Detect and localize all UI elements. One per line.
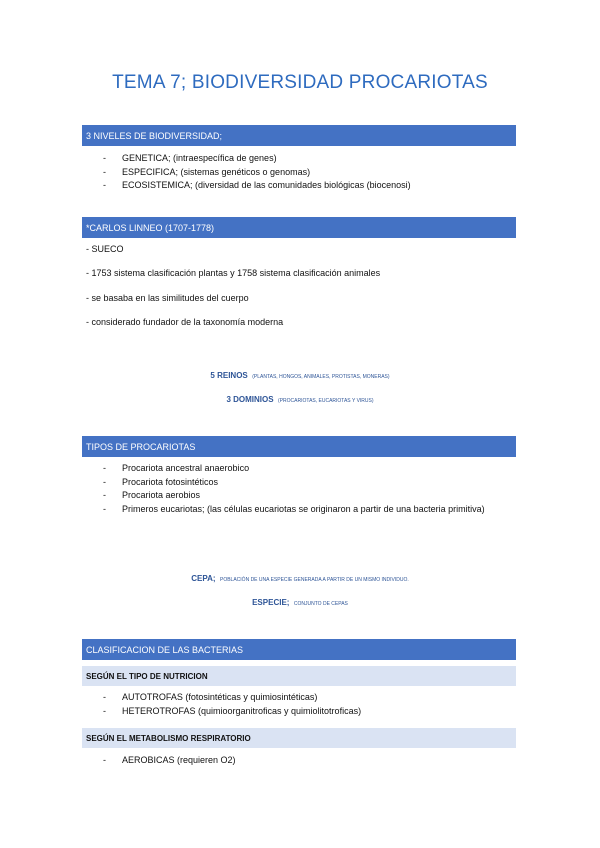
metabolismo-list <box>82 754 514 768</box>
list-item: - Procariota fotosintéticos <box>103 476 219 487</box>
dominios-label: 3 DOMINIOS <box>226 395 274 404</box>
list-item: - GENETICA; (intraespecífica de genes) <box>103 153 277 163</box>
text-line: - se basaba en las similitudes del cuerpo <box>86 293 249 303</box>
section-header-label: *CARLOS LINNEO (1707-1778) <box>86 222 215 233</box>
section-header-clasificacion <box>82 639 516 660</box>
nutricion-list <box>82 691 514 718</box>
section-header-label: 3 NIVELES DE BIODIVERSIDAD; <box>86 130 223 141</box>
section-header-tipos <box>82 436 516 457</box>
subsection-header-label: SEGÚN EL METABOLISMO RESPIRATORIO <box>86 733 251 743</box>
reinos-line <box>0 365 600 383</box>
list-item: - ESPECIFICA; (sistemas genéticos o genomas) <box>103 166 311 177</box>
dominios-line <box>0 389 600 407</box>
section-header-linneo <box>82 217 516 238</box>
section-header-biodiversidad <box>82 125 516 146</box>
procariota-types-list <box>82 462 514 516</box>
reinos-label: 5 REINOS <box>210 371 248 380</box>
cepa-detail: POBLACIÓN DE UNA ESPECIE GENERADA A PARTIR DE UN MISMO INDIVIDUO. <box>220 577 409 583</box>
list-item: - ECOSISTEMICA; (diversidad de las comunidades biológicas (biocenosi) <box>103 180 411 190</box>
list-item: - Procariota aerobios <box>103 490 201 500</box>
biodiversity-levels-list <box>82 152 514 193</box>
list-item: - Primeros eucariotas; (las células eucariotas se originaron a partir de una bacteria primitiva) <box>103 503 485 514</box>
subsection-header-label: SEGÚN EL TIPO DE NUTRICION <box>86 671 208 681</box>
reinos-detail: (PLANTAS, HONGOS, ANIMALES, PROTISTAS, MONERAS) <box>252 374 390 380</box>
list-item: - AUTOTROFAS (fotosintéticas y quimiosintéticas) <box>103 692 318 702</box>
section-header-label: CLASIFICACION DE LAS BACTERIAS <box>86 644 244 655</box>
especie-detail: CONJUNTO DE CEPAS <box>293 601 348 607</box>
list-item: - HETEROTROFAS (quimioorganitroficas y quimiolitotroficas) <box>103 705 362 716</box>
cepa-label: CEPA; <box>191 574 216 583</box>
especie-line <box>0 592 600 610</box>
subsection-header-metabolismo <box>82 728 516 748</box>
cepa-line <box>0 568 600 586</box>
text-line: - 1753 sistema clasificación plantas y 1758 sistema clasificación animales <box>86 268 381 278</box>
text-line: - considerado fundador de la taxonomía moderna <box>86 317 284 327</box>
page-title: TEMA 7; BIODIVERSIDAD PROCARIOTAS <box>112 72 488 93</box>
text-line: - SUECO <box>86 244 124 254</box>
especie-label: ESPECIE; <box>252 598 290 607</box>
list-item: - Procariota ancestral anaerobico <box>103 463 250 473</box>
list-item: - AEROBICAS (requieren O2) <box>103 755 236 765</box>
dominios-detail: (PROCARIOTAS, EUCARIOTAS Y VIRUS) <box>278 398 374 404</box>
section-header-label: TIPOS DE PROCARIOTAS <box>86 441 196 452</box>
subsection-header-nutricion <box>82 666 516 686</box>
